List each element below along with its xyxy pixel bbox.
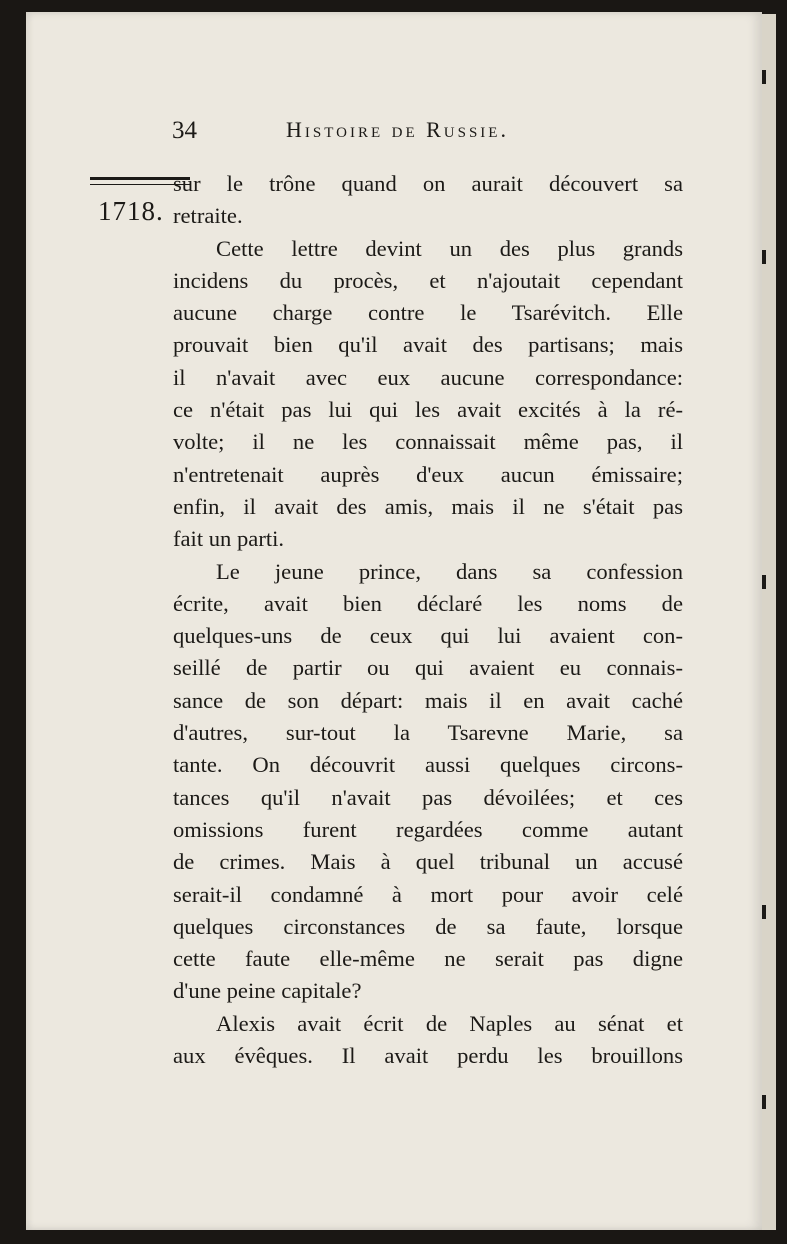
text-line: seillé de partir ou qui avaient eu connais-	[173, 655, 683, 681]
text-line: sance de son départ: mais il en avait caché	[173, 687, 683, 713]
text-line: aucune charge contre le Tsarévitch. Elle	[173, 300, 683, 326]
text-line: ce n'était pas lui qui les avait excités à la ré-	[173, 397, 683, 423]
text-line: volte; il ne les connaissait même pas, il	[173, 429, 683, 455]
margin-year-note: 1718.	[98, 196, 164, 226]
text-line: retraite.	[173, 203, 243, 229]
running-title: Histoire de Russie.	[286, 117, 509, 142]
book-page	[26, 12, 762, 1230]
text-line: tances qu'il n'avait pas dévoilées; et ces	[173, 784, 683, 810]
text-line: sur le trône quand on aurait découvert sa	[173, 171, 683, 196]
text-line: il n'avait avec eux aucune correspondance:	[173, 364, 683, 390]
text-line: aux évêques. Il avait perdu les brouillons	[173, 1043, 683, 1069]
next-page-edge	[762, 14, 776, 1230]
text-line: de crimes. Mais à quel tribunal un accusé	[173, 849, 683, 875]
text-line: quelques-uns de ceux qui lui avaient con-	[173, 623, 683, 649]
text-line: omissions furent regardées comme autant	[173, 816, 683, 842]
text-line: quelques circonstances de sa faute, lorsque	[173, 913, 683, 939]
text-line: Le jeune prince, dans sa confession	[216, 558, 683, 584]
page-number: 34	[172, 117, 197, 144]
text-line: prouvait bien qu'il avait des partisans; mais	[173, 332, 683, 358]
text-line: serait-il condamné à mort pour avoir celé	[173, 881, 683, 907]
text-line: écrite, avait bien déclaré les noms de	[173, 590, 683, 616]
text-line: n'entretenait auprès d'eux aucun émissaire;	[173, 461, 683, 487]
text-line: enfin, il avait des amis, mais il ne s'était pas	[173, 493, 683, 519]
text-line: Alexis avait écrit de Naples au sénat et	[216, 1010, 683, 1036]
text-line: fait un parti.	[173, 526, 285, 552]
text-line: tante. On découvrit aussi quelques circons-	[173, 752, 683, 778]
text-line: cette faute elle-même ne serait pas digne	[173, 946, 683, 972]
text-line: d'une peine capitale?	[173, 978, 362, 1004]
text-line: incidens du procès, et n'ajoutait cependant	[173, 267, 683, 293]
page-header	[26, 117, 762, 147]
body-text	[173, 168, 683, 1072]
text-line: Cette lettre devint un des plus grands	[216, 235, 683, 261]
text-line: d'autres, sur-tout la Tsarevne Marie, sa	[173, 720, 683, 746]
